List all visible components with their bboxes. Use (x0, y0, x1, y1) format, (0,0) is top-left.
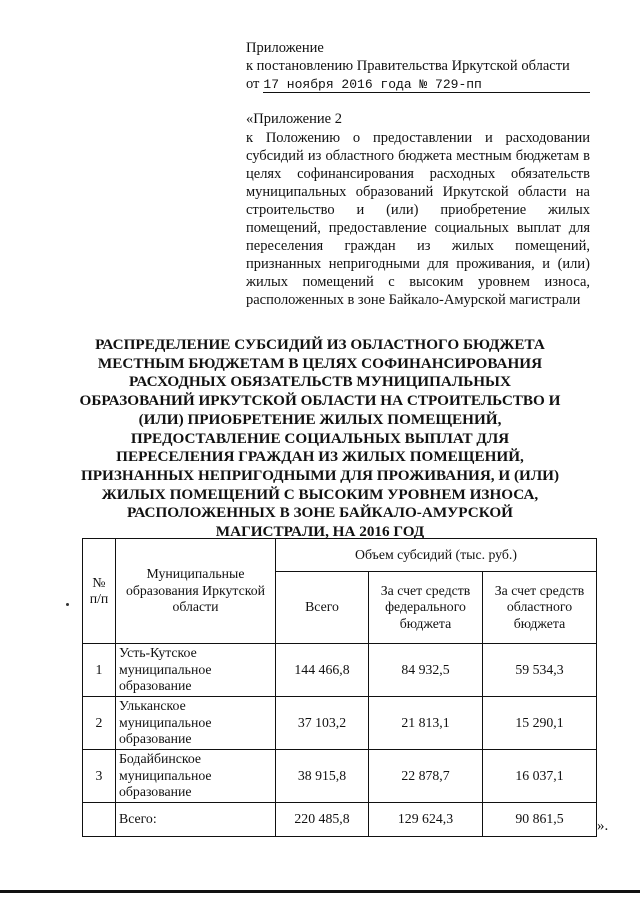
appendix-label: Приложение (246, 40, 324, 56)
row-total: 144 466,8 (276, 644, 369, 697)
date-prefix: от (246, 76, 260, 92)
row-federal: 22 878,7 (369, 750, 483, 803)
row-municipality: Бодайбинское муниципальное образование (116, 750, 276, 803)
header-subsidy-volume: Объем субсидий (тыс. руб.) (276, 539, 597, 572)
row-regional: 59 534,3 (483, 644, 597, 697)
row-number: 2 (83, 697, 116, 750)
row-number: 3 (83, 750, 116, 803)
subsidy-table (82, 538, 597, 837)
appendix-2-text: к Положению о предоставлении и расходовании субсидий из областного бюджета местным бюджетам в целях софинансирования расходных обязательств муниципальных образований Иркутской области на строительство и (или) приобретение жилых помещений, предоставление социальных выплат для переселения граждан из жилых помещений, признанных непригодными для проживания, и (или) жилых помещений с высоким уровнем износа, расположенных в зоне Байкало-Амурской магистрали (246, 130, 590, 308)
totals-regional: 90 861,5 (483, 803, 597, 837)
row-municipality: Усть-Кутское муниципальное образование (116, 644, 276, 697)
resolution-date-line (246, 75, 590, 93)
row-regional: 15 290,1 (483, 697, 597, 750)
appendix-2-block (246, 110, 590, 309)
header-number: № п/п (83, 539, 116, 644)
document-title: РАСПРЕДЕЛЕНИЕ СУБСИДИЙ ИЗ ОБЛАСТНОГО БЮДЖЕТА МЕСТНЫМ БЮДЖЕТАМ В ЦЕЛЯХ СОФИНАНСИРОВАНИЯ РАСХОДНЫХ ОБЯЗАТЕЛЬСТВ МУНИЦИПАЛЬНЫХ ОБРАЗОВАНИЙ ИРКУТСКОЙ ОБЛАСТИ НА СТРОИТЕЛЬСТВО И (ИЛИ) ПРИОБРЕТЕНИЕ ЖИЛЫХ ПОМЕЩЕНИЙ, ПРЕДОСТАВЛЕНИЕ СОЦИАЛЬНЫХ ВЫПЛАТ ДЛЯ ПЕРЕСЕЛЕНИЯ ГРАЖДАН ИЗ ЖИЛЫХ ПОМЕЩЕНИЙ, ПРИЗНАННЫХ НЕПРИГОДНЫМИ ДЛЯ ПРОЖИВАНИЯ, И (ИЛИ) ЖИЛЫХ ПОМЕЩЕНИЙ С ВЫСОКИМ УРОВНЕМ ИЗНОСА, РАСПОЛОЖЕННЫХ В ЗОНЕ БАЙКАЛО-АМУРСКОЙ МАГИСТРАЛИ, НА 2016 ГОД (79, 336, 561, 541)
header-total: Всего (276, 572, 369, 644)
bottom-rule (0, 890, 640, 893)
row-regional: 16 037,1 (483, 750, 597, 803)
appendix-header (246, 39, 590, 93)
row-federal: 21 813,1 (369, 697, 483, 750)
header-municipality: Муниципальные образования Иркутской области (116, 539, 276, 644)
resolution-date-number: 17 ноября 2016 года № 729-пп (263, 77, 590, 93)
totals-number (83, 803, 116, 837)
closing-quote: ». (597, 818, 609, 834)
header-federal: За счет средств федерального бюджета (369, 572, 483, 644)
table-header-row (83, 539, 597, 572)
appendix-2-title: «Приложение 2 (246, 111, 342, 127)
table-row (83, 750, 597, 803)
table-totals-row (83, 803, 597, 837)
table-row (83, 644, 597, 697)
stray-dot (66, 603, 69, 606)
row-number: 1 (83, 644, 116, 697)
table-row (83, 697, 597, 750)
row-municipality: Ульканское муниципальное образование (116, 697, 276, 750)
totals-total: 220 485,8 (276, 803, 369, 837)
totals-federal: 129 624,3 (369, 803, 483, 837)
row-total: 38 915,8 (276, 750, 369, 803)
row-federal: 84 932,5 (369, 644, 483, 697)
header-regional: За счет средств областного бюджета (483, 572, 597, 644)
row-total: 37 103,2 (276, 697, 369, 750)
totals-label: Всего: (116, 803, 276, 837)
resolution-reference: к постановлению Правительства Иркутской области (246, 58, 570, 74)
